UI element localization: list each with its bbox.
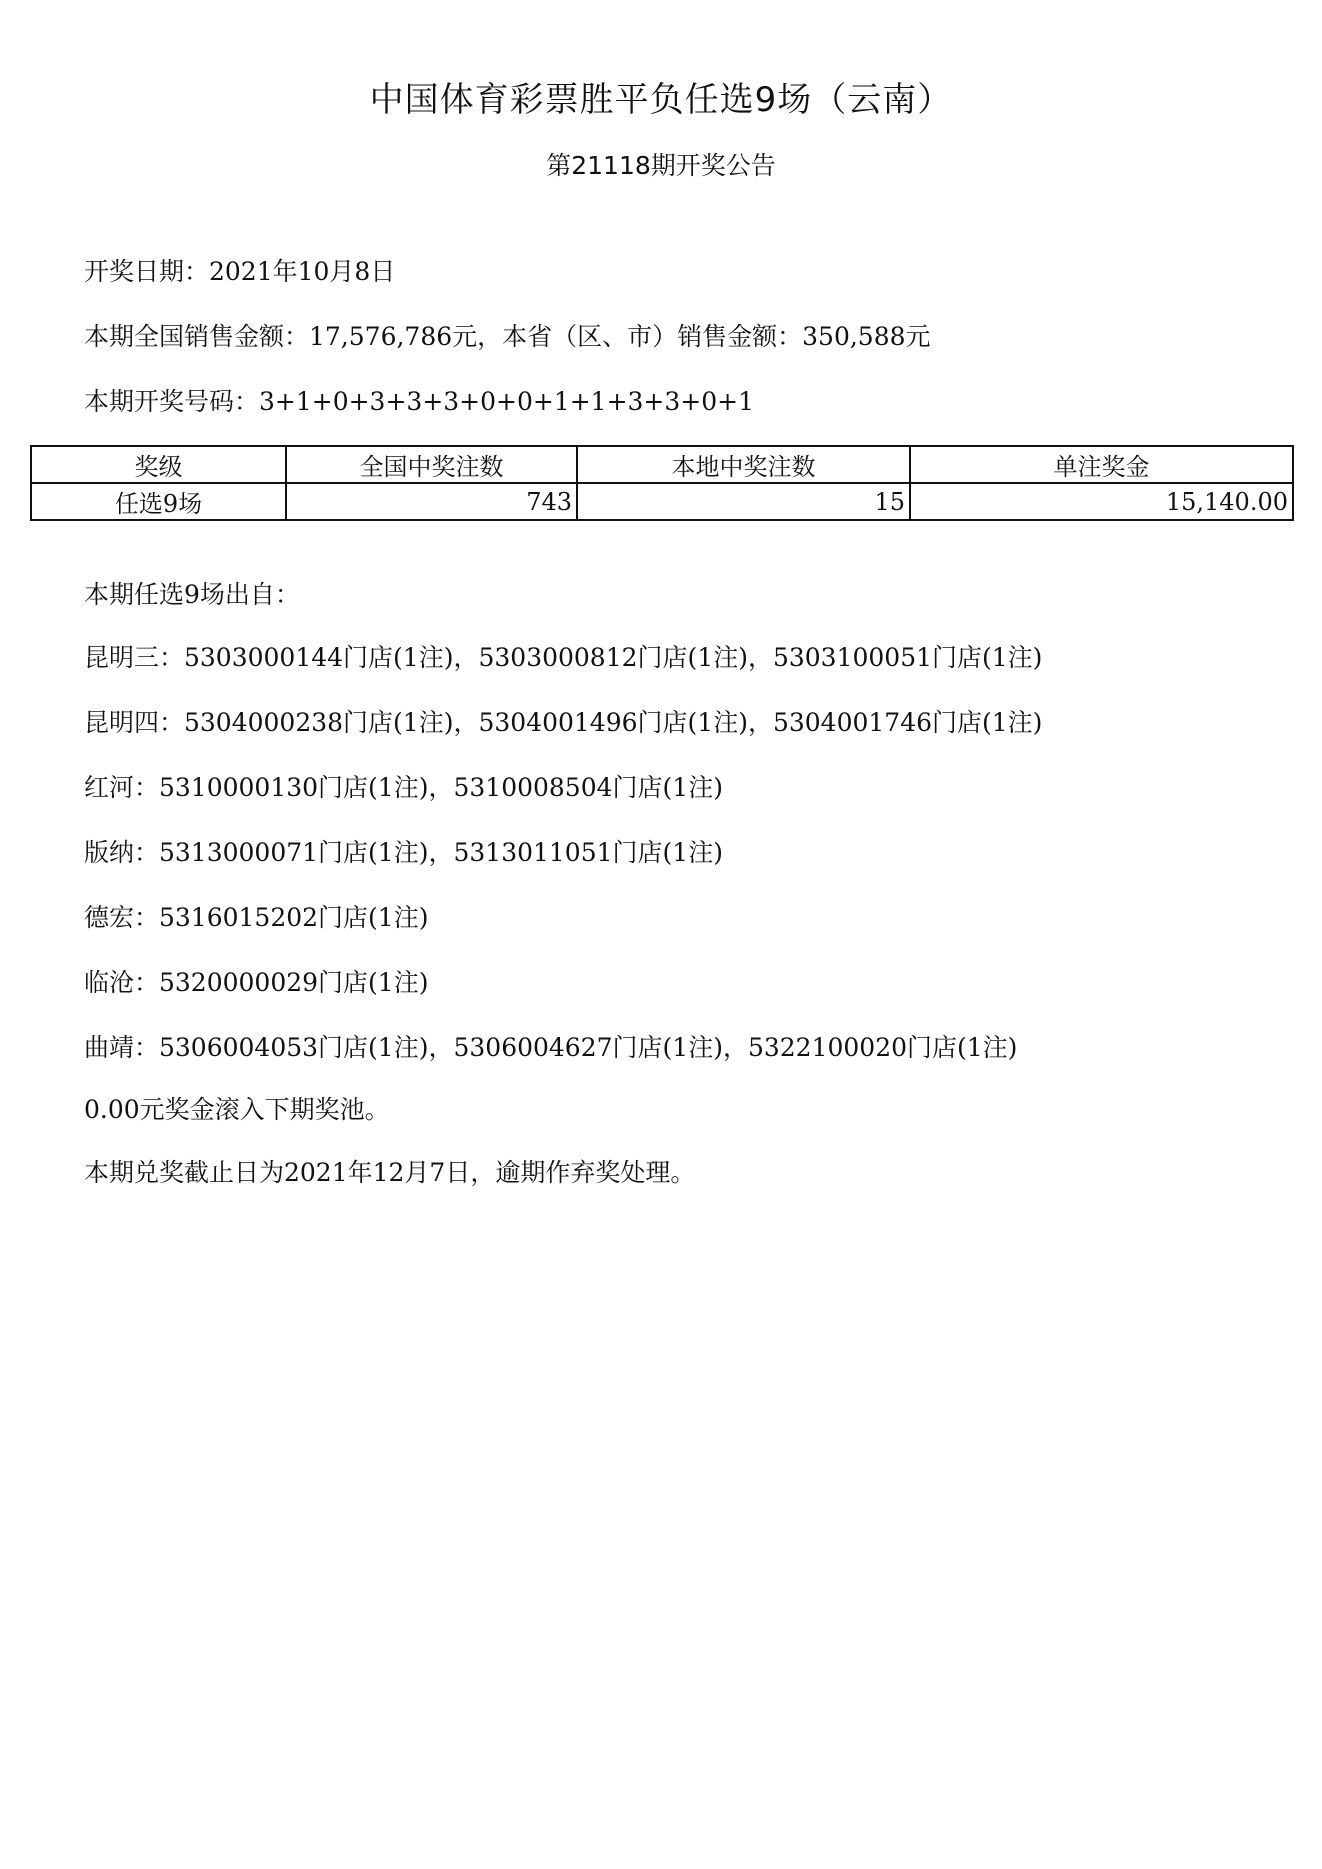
cell-prize-level: 任选9场 <box>31 483 286 520</box>
region-line: 德宏：5316015202门店(1注) <box>84 903 429 932</box>
winning-numbers: 本期开奖号码：3+1+0+3+3+3+0+0+1+1+3+3+0+1 <box>84 387 754 416</box>
draw-date: 开奖日期：2021年10月8日 <box>84 257 396 286</box>
table-header-row <box>31 446 1293 483</box>
page-title: 中国体育彩票胜平负任选9场（云南） <box>369 80 953 120</box>
region-line: 昆明四：5304000238门店(1注)，5304001496门店(1注)，5304001746门店(1注) <box>84 708 1043 737</box>
region-line: 红河：5310000130门店(1注)，5310008504门店(1注) <box>84 773 723 802</box>
cell-prize-amount: 15,140.00 <box>910 483 1293 520</box>
prize-table <box>30 445 1294 521</box>
header-prize-amount: 单注奖金 <box>910 446 1293 483</box>
page-subtitle: 第21118期开奖公告 <box>546 151 776 180</box>
region-line: 曲靖：5306004053门店(1注)，5306004627门店(1注)，5322100020门店(1注) <box>84 1033 1018 1062</box>
deadline-note: 本期兑奖截止日为2021年12月7日，逾期作弃奖处理。 <box>84 1158 696 1187</box>
cell-national-winners: 743 <box>286 483 577 520</box>
table-row <box>31 483 1293 520</box>
cell-local-winners: 15 <box>577 483 910 520</box>
region-line: 临沧：5320000029门店(1注) <box>84 968 429 997</box>
header-local-winners: 本地中奖注数 <box>577 446 910 483</box>
header-national-winners: 全国中奖注数 <box>286 446 577 483</box>
region-line: 昆明三：5303000144门店(1注)，5303000812门店(1注)，5303100051门店(1注) <box>84 643 1043 672</box>
rollover-note: 0.00元奖金滚入下期奖池。 <box>84 1095 390 1124</box>
winners-heading: 本期任选9场出自： <box>84 580 300 609</box>
sales-amount: 本期全国销售金额：17,576,786元，本省（区、市）销售金额：350,588元 <box>84 322 931 351</box>
header-prize-level: 奖级 <box>31 446 286 483</box>
region-line: 版纳：5313000071门店(1注)，5313011051门店(1注) <box>84 838 723 867</box>
